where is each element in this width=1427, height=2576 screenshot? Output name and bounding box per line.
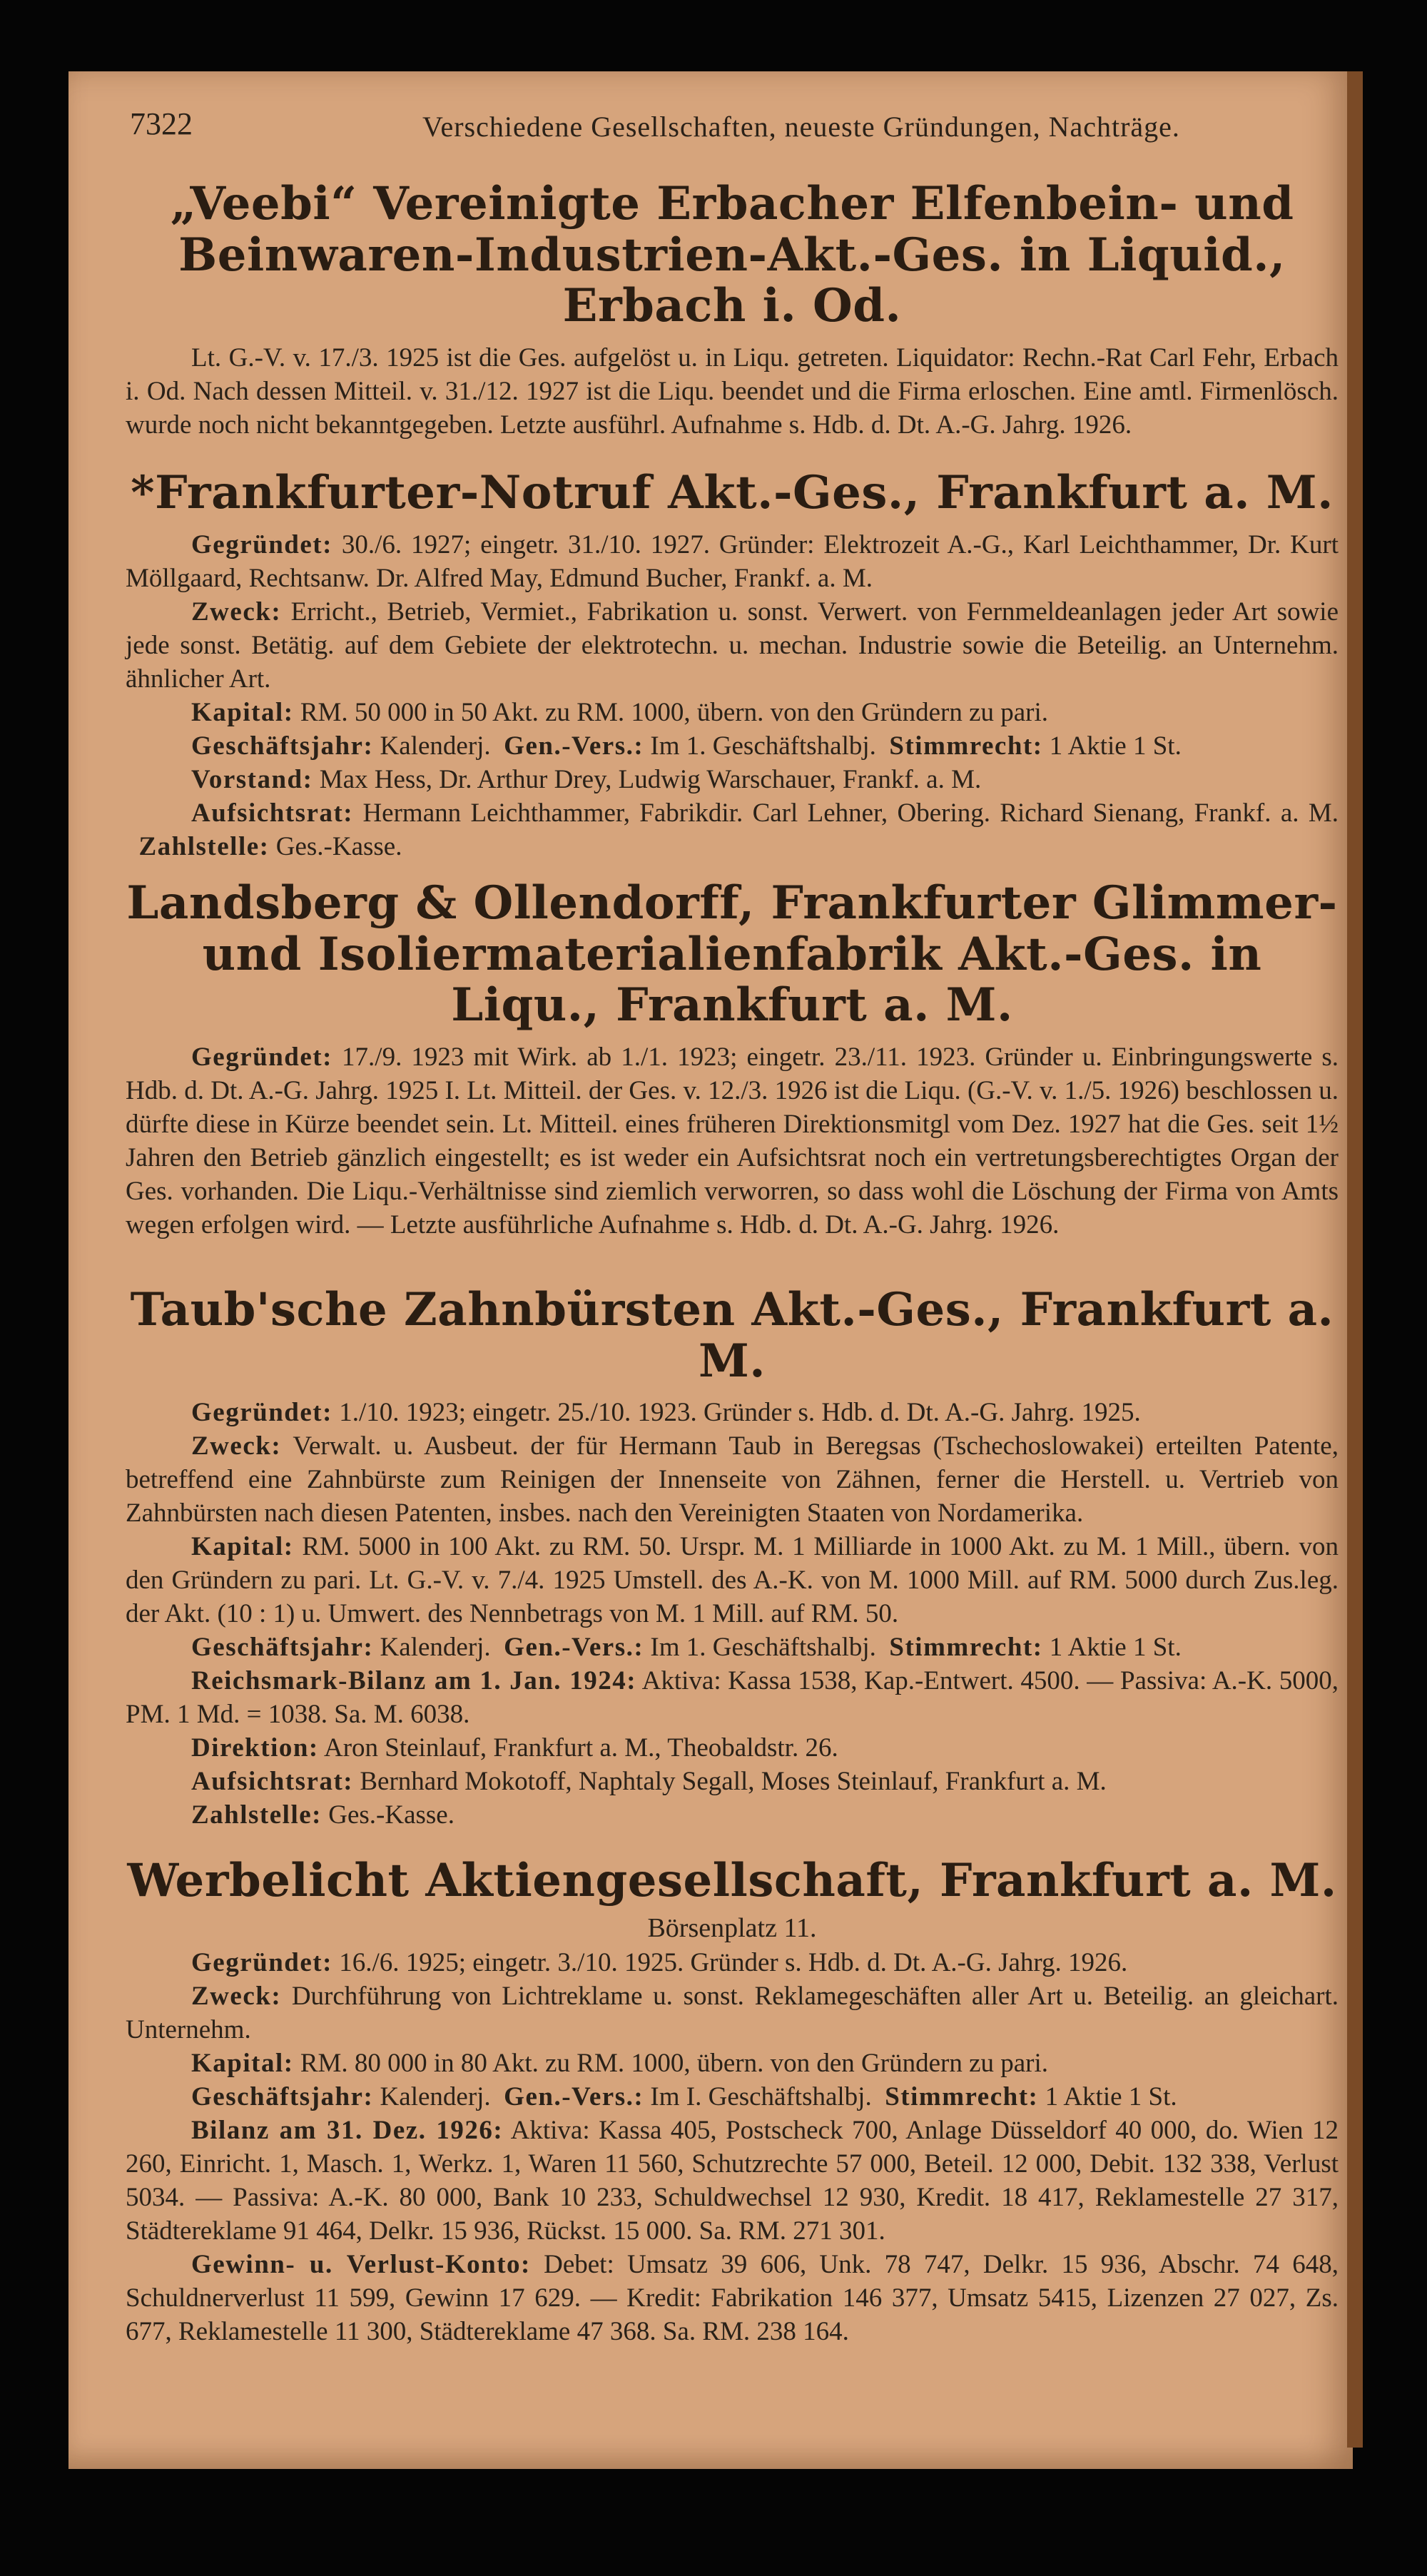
- entry-title: „Veebi“ Vereinigte Erbacher Elfenbein- und Beinwaren-Industrien-Akt.-Ges. in Liquid., Erbach i. Od.: [170, 177, 1294, 333]
- field-aufsichtsrat: Aufsichtsrat: Hermann Leichthammer, Fabrikdir. Carl Lehner, Obering. Richard Sienang, Frankf. a. M. Zahlstelle: Ges.-Kasse.: [138, 798, 1339, 861]
- field-gewinn-verlust: Gewinn- u. Verlust-Konto: Debet: Umsatz 39 606, Unk. 78 747, Delkr. 15 936, Abschr. 74 648, Schuldnerverlust 11 599, Gewinn 17 629. — Kredit: Fabrikation 146 377, Umsatz 5415, Lizenzen 27 027, Zs. 677, Reklamestelle 11 300, Städtereklame 47 368. Sa. RM. 238 164.: [126, 2249, 1339, 2346]
- page-number: 7322: [130, 106, 193, 141]
- running-head: Verschiedene Gesellschaften, neueste Gründungen, Nachträge.: [422, 111, 1180, 143]
- field-zweck: Zweck: Durchführung von Lichtreklame u. sonst. Reklamegeschäften aller Art u. Beteilig. an gleichart. Unternehm.: [126, 1981, 1339, 2044]
- entry-taubsche-zahnbuersten: [126, 1284, 1339, 1832]
- field-geschaeftsjahr: Geschäftsjahr: Kalenderj. Gen.-Vers.: Im 1. Geschäftshalbj. Stimmrecht: 1 Aktie 1 St.: [191, 731, 1182, 761]
- entry-werbelicht: [126, 1855, 1339, 2348]
- field-gegruendet: Gegründet: 16./6. 1925; eingetr. 3./10. 1925. Gründer s. Hdb. d. Dt. A.-G. Jahrg. 1926.: [191, 1947, 1128, 1977]
- entry-title: *Frankfurter-Notruf Akt.-Ges., Frankfurt a. M.: [131, 466, 1334, 519]
- entry-text: Lt. G.-V. v. 17./3. 1925 ist die Ges. aufgelöst u. in Liqu. getreten. Liquidator: Rechn.-Rat Carl Fehr, Erbach i. Od. Nach dessen Mitteil. v. 31./12. 1927 ist die Liqu. beendet und die Firma erloschen. Eine amtl. Firmenlösch. wurde noch nicht bekanntgegeben. Letzte ausführl. Aufnahme s. Hdb. d. Dt. A.-G. Jahrg. 1926.: [126, 343, 1339, 440]
- entry-address: Börsenplatz 11.: [647, 1912, 817, 1943]
- entry-landsberg-ollendorff: [126, 878, 1339, 1242]
- field-kapital: Kapital: RM. 5000 in 100 Akt. zu RM. 50. Urspr. M. 1 Milliarde in 1000 Akt. zu M. 1 Mill., übern. von den Gründern zu pari. Lt. G.-V. v. 7./4. 1925 Umstell. des A.-K. von M. 1000 Mill. auf RM. 5000 durch Zus.leg. der Akt. (10 : 1) u. Umwert. des Nennbetrags von M. 1 Mill. auf RM. 50.: [126, 1532, 1339, 1629]
- field-bilanz: Bilanz am 31. Dez. 1926: Aktiva: Kassa 405, Postscheck 700, Anlage Düsseldorf 40 000, do. Wien 12 260, Einricht. 1, Masch. 1, Werkz. 1, Waren 11 560, Schutzrechte 57 000, Beteil. 12 000, Debit. 132 338, Verlust 5034. — Passiva: A.-K. 80 000, Bank 10 233, Schuldwechsel 12 930, Kredit. 18 417, Reklamestelle 27 317, Städtereklame 91 464, Delkr. 15 936, Rückst. 15 000. Sa. RM. 271 301.: [126, 2115, 1339, 2246]
- field-vorstand: Vorstand: Max Hess, Dr. Arthur Drey, Ludwig Warschauer, Frankf. a. M.: [191, 764, 982, 794]
- field-kapital: Kapital: RM. 50 000 in 50 Akt. zu RM. 1000, übern. von den Gründern zu pari.: [191, 697, 1049, 727]
- field-bilanz: Reichsmark-Bilanz am 1. Jan. 1924: Aktiva: Kassa 1538, Kap.-Entwert. 4500. — Passiva: A.-K. 5000, PM. 1 Md. = 1038. Sa. M. 6038.: [126, 1666, 1339, 1730]
- entry-title: Landsberg & Ollendorff, Frankfurter Glimmer- und Isoliermaterialienfabrik Akt.-Ges. in Liqu., Frankfurt a. M.: [126, 876, 1338, 1033]
- entry-frankfurter-notruf: [126, 467, 1339, 864]
- field-zweck: Zweck: Erricht., Betrieb, Vermiet., Fabrikation u. sonst. Verwert. von Fernmeldeanlagen jeder Art sowie jede sonst. Betätig. auf dem Gebiete der elektrotechn. u. mechan. Industrie sowie die Beteilig. an Unternehm. ähnlicher Art.: [126, 597, 1339, 694]
- entry-veebi: [126, 178, 1339, 442]
- field-direktion: Direktion: Aron Steinlauf, Frankfurt a. M., Theobaldstr. 26.: [191, 1733, 838, 1763]
- entry-title: Taub'sche Zahnbürsten Akt.-Ges., Frankfurt a. M.: [130, 1283, 1334, 1388]
- page-header: [130, 106, 1329, 148]
- field-gegruendet: Gegründet: 17./9. 1923 mit Wirk. ab 1./1. 1923; eingetr. 23./11. 1923. Gründer u. Einbringungswerte s. Hdb. d. Dt. A.-G. Jahrg. 1925 I. Lt. Mitteil. der Ges. v. 12./3. 1926 ist die Liqu. (G.-V. v. 1./5. 1926) beschlossen u. dürfte diese in Kürze beendet sein. Lt. Mitteil. eines früheren Direktionsmitgl vom Dez. 1927 hat die Ges. seit 1½ Jahren den Betrieb gänzlich eingestellt; es ist weder ein Aufsichtsrat noch ein vertretungsberechtigtes Organ der Ges. vorhanden. Die Liqu.-Verhältnisse sind ziemlich verworren, so dass wohl die Löschung der Firma von Amts wegen erfolgen wird. — Letzte ausführliche Aufnahme s. Hdb. d. Dt. A.-G. Jahrg. 1926.: [126, 1043, 1339, 1239]
- field-aufsichtsrat: Aufsichtsrat: Bernhard Mokotoff, Naphtaly Segall, Moses Steinlauf, Frankfurt a. M.: [191, 1767, 1107, 1797]
- entry-title: Werbelicht Aktiengesellschaft, Frankfurt a. M.: [127, 1854, 1337, 1907]
- field-gegruendet: Gegründet: 1./10. 1923; eingetr. 25./10. 1923. Gründer s. Hdb. d. Dt. A.-G. Jahrg. 1925.: [191, 1398, 1141, 1428]
- page-content: [68, 71, 1353, 2469]
- field-zweck: Zweck: Verwalt. u. Ausbeut. der für Hermann Taub in Beregsas (Tschechoslowakei) erteilten Patente, betreffend eine Zahnbürste zum Reinigen der Innenseite von Zähnen, ferner die Herstell. u. Vertrieb von Zahnbürsten nach diesen Patenten, insbes. nach den Vereinigten Staaten von Nordamerika.: [126, 1431, 1339, 1528]
- field-zahlstelle: Zahlstelle: Ges.-Kasse.: [191, 1800, 454, 1830]
- field-gegruendet: Gegründet: 30./6. 1927; eingetr. 31./10. 1927. Gründer: Elektrozeit A.-G., Karl Leichthammer, Dr. Kurt Möllgaard, Rechtsanw. Dr. Alfred May, Edmund Bucher, Frankf. a. M.: [126, 529, 1339, 593]
- field-geschaeftsjahr: Geschäftsjahr: Kalenderj. Gen.-Vers.: Im 1. Geschäftshalbj. Stimmrecht: 1 Aktie 1 St.: [191, 1633, 1182, 1663]
- field-geschaeftsjahr: Geschäftsjahr: Kalenderj. Gen.-Vers.: Im I. Geschäftshalbj. Stimmrecht: 1 Aktie 1 St.: [191, 2081, 1177, 2111]
- field-kapital: Kapital: RM. 80 000 in 80 Akt. zu RM. 1000, übern. von den Gründern zu pari.: [191, 2048, 1049, 2078]
